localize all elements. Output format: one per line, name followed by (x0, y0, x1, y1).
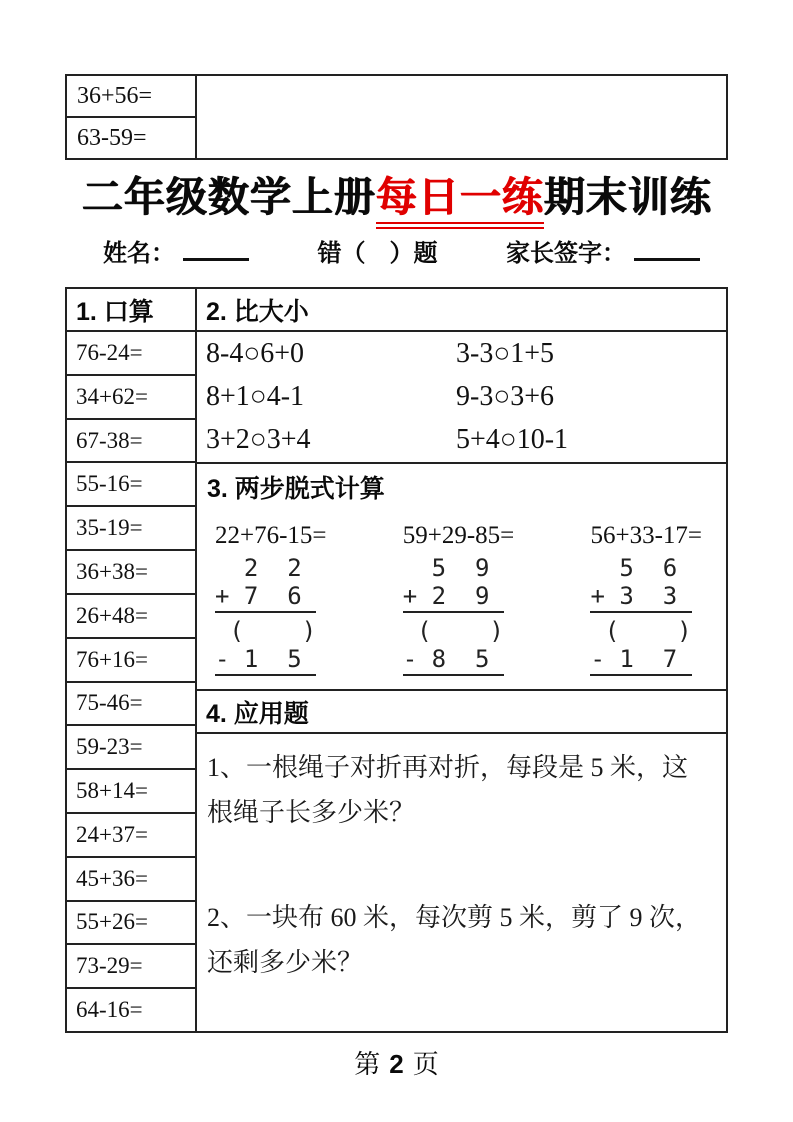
vertical-paren-row: ( ) (215, 617, 317, 645)
oral-column (67, 289, 197, 1031)
vertical-top-addend: 2 2 (215, 554, 302, 582)
vertical-top-addend: 5 9 (402, 554, 490, 582)
footer-suffix: 页 (412, 1049, 439, 1079)
worksheet-table (65, 287, 728, 1033)
parent-signature-field (506, 233, 700, 268)
page-title (0, 164, 793, 223)
oral-problem-cell: 34+62= (67, 376, 195, 420)
oral-problem-cell: 26+48= (67, 595, 195, 639)
vertical-expression: 22+76-15= (215, 522, 327, 549)
vertical-add-row: + 7 6 (215, 582, 316, 613)
vertical-add-row: + 3 3 (590, 582, 691, 613)
oral-problem-cell: 64-16= (76, 997, 143, 1023)
vertical-sub-row: - 1 5 (215, 645, 316, 676)
two-step-problems (207, 522, 702, 680)
compare-problem: 3+2○3+4 (206, 424, 311, 456)
oral-problem-cell: 67-38= (67, 420, 195, 464)
vertical-work (590, 554, 691, 680)
carryover-problems-table (65, 74, 728, 160)
vertical-top-addend: 5 6 (590, 554, 678, 582)
vertical-computation (403, 522, 515, 680)
section-header-word-problems: 4. 应用题 (197, 691, 726, 734)
section-header-two-step: 3. 两步脱式计算 (207, 475, 385, 503)
footer-prefix: 第 (354, 1049, 381, 1079)
name-field (103, 233, 249, 268)
compare-section (197, 332, 726, 464)
vertical-computation (590, 522, 702, 680)
oral-problem-cell: 73-29= (67, 945, 195, 989)
compare-problem: 5+4○10-1 (456, 424, 569, 456)
compare-problem: 9-3○3+6 (456, 380, 555, 412)
carryover-work-area (197, 76, 726, 158)
oral-problem-cell: 55-16= (67, 463, 195, 507)
vertical-paren-row: ( ) (590, 617, 692, 645)
oral-problem-cell: 55+26= (67, 902, 195, 946)
title-post: 期末训练 (543, 173, 712, 221)
name-blank-line (183, 256, 249, 261)
vertical-sub-row: - 8 5 (403, 645, 504, 676)
title-highlight: 每日一练 (376, 173, 544, 229)
compare-problem: 8-4○6+0 (206, 337, 305, 369)
vertical-add-row: + 2 9 (403, 582, 504, 613)
word-problem-2: 2、一块布 60 米，每次剪 5 米，剪了 9 次，还剩多少米？ (207, 903, 702, 977)
word-problems-section (197, 734, 726, 1031)
vertical-computation (215, 522, 327, 680)
carryover-left-column (67, 76, 197, 158)
vertical-work (215, 554, 316, 680)
oral-problem-cell: 35-19= (67, 507, 195, 551)
compare-problem: 8+1○4-1 (206, 380, 305, 412)
oral-problem-cell: 75-46= (67, 683, 195, 727)
section-header-oral: 1. 口算 (67, 289, 195, 332)
vertical-expression: 59+29-85= (402, 522, 515, 549)
oral-problem-cell: 36+38= (67, 551, 195, 595)
oral-problem-cell: 63-59= (77, 124, 147, 151)
vertical-expression: 56+33-17= (590, 522, 702, 549)
name-label: 姓名： (103, 240, 175, 267)
vertical-sub-row: - 1 7 (590, 645, 691, 676)
oral-problem-cell: 76+16= (67, 639, 195, 683)
oral-problem-cell: 58+14= (67, 770, 195, 814)
compare-row (206, 332, 726, 375)
info-row (65, 234, 728, 268)
error-count-field: 错（ ）题 (317, 240, 438, 267)
oral-problem-cell: 59-23= (67, 726, 195, 770)
parent-signature-blank-line (634, 256, 700, 261)
vertical-work (403, 554, 504, 680)
compare-row (206, 375, 726, 418)
oral-problem-cell: 24+37= (67, 814, 195, 858)
vertical-paren-row: ( ) (402, 617, 504, 645)
parent-signature-label: 家长签字： (506, 240, 626, 267)
compare-problem: 3-3○1+5 (456, 337, 555, 369)
two-step-section (197, 464, 726, 691)
sections-column (197, 289, 726, 1031)
word-problem-1: 1、一根绳子对折再对折，每段是 5 米，这根绳子长多少米？ (207, 753, 689, 827)
page-number: 2 (389, 1049, 404, 1079)
compare-row (206, 419, 726, 462)
oral-problem-cell: 76-24= (67, 332, 195, 376)
oral-problem-cell: 36+56= (67, 76, 195, 118)
title-pre: 二年级数学上册 (81, 173, 376, 221)
page-footer (0, 1044, 793, 1081)
oral-problem-cell: 45+36= (67, 858, 195, 902)
section-header-compare: 2. 比大小 (197, 289, 726, 332)
